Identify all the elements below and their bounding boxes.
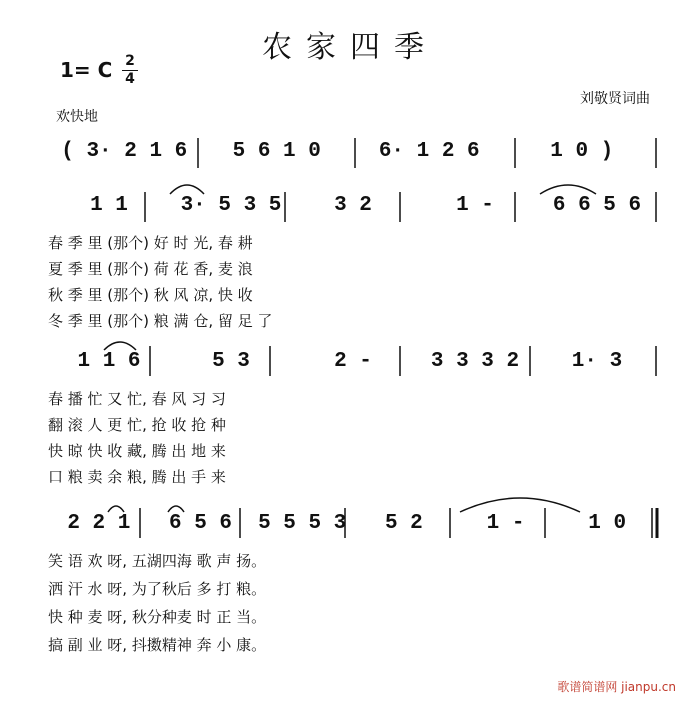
measure: 3 3 3 2 bbox=[430, 350, 520, 373]
measure: 3· 5 3 5 bbox=[180, 194, 282, 217]
lyric-line: 冬 季 里 (那个) 粮 满 仓, 留 足 了 bbox=[48, 312, 273, 330]
notation-line-2 bbox=[48, 194, 658, 217]
measure: 5 3 bbox=[212, 350, 250, 373]
lyric-line: 春 播 忙 又 忙, 春 风 习 习 bbox=[48, 390, 226, 408]
lyric-line: 快 晾 快 收 藏, 腾 出 地 来 bbox=[48, 442, 226, 460]
site-watermark: 歌谱简谱网 jianpu.cn bbox=[557, 680, 676, 694]
measure: 6 5 6 bbox=[169, 512, 233, 535]
notation-line-4 bbox=[48, 512, 658, 535]
meter-bottom: 4 bbox=[125, 71, 135, 87]
measure: 5 5 5 3 bbox=[258, 512, 347, 535]
song-title: 农家四季 bbox=[262, 30, 438, 65]
measure: 1 1 bbox=[90, 194, 128, 217]
lyric-line: 春 季 里 (那个) 好 时 光, 春 耕 bbox=[48, 234, 253, 252]
lyric-line: 秋 季 里 (那个) 秋 风 凉, 快 收 bbox=[48, 286, 253, 304]
measure: 2 2 1 bbox=[67, 512, 131, 535]
measure: 2 - bbox=[334, 350, 372, 373]
lyric-line: 夏 季 里 (那个) 荷 花 香, 麦 浪 bbox=[48, 260, 253, 278]
measure: 5 6 1 0 bbox=[232, 140, 321, 163]
measure: 1 - bbox=[486, 512, 525, 535]
measure: 1 0 ) bbox=[550, 140, 614, 163]
measure: 1 0 bbox=[588, 512, 627, 535]
lyric-line: 翻 滚 人 更 忙, 抢 收 抢 种 bbox=[48, 416, 226, 434]
measure: 1· 3 bbox=[571, 350, 623, 373]
key-signature: 1= C bbox=[60, 58, 113, 82]
notation-line-3 bbox=[48, 350, 658, 373]
measure: 1 - bbox=[456, 194, 494, 217]
lyric-line: 洒 汗 水 呀, 为了秋后 多 打 粮。 bbox=[48, 580, 267, 598]
measure: 5 2 bbox=[384, 512, 423, 535]
lyric-line: 笑 语 欢 呀, 五湖四海 歌 声 扬。 bbox=[48, 552, 267, 570]
meter-top: 2 bbox=[125, 53, 135, 69]
measure: ( 3· 2 1 6 bbox=[61, 140, 188, 163]
lyric-line: 搞 副 业 呀, 抖擞精神 奔 小 康。 bbox=[48, 636, 267, 654]
measure: 3 2 bbox=[334, 194, 372, 217]
measure: 6· 1 2 6 bbox=[378, 140, 480, 163]
tempo-marking: 欢快地 bbox=[56, 109, 98, 125]
notation-line-1 bbox=[48, 140, 658, 163]
measure: 6 6 5 6 bbox=[552, 194, 642, 217]
author-credit: 刘敬贤词曲 bbox=[580, 91, 650, 107]
lyric-line: 口 粮 卖 余 粮, 腾 出 手 来 bbox=[48, 468, 226, 486]
lyric-line: 快 种 麦 呀, 秋分种麦 时 正 当。 bbox=[48, 608, 267, 626]
measure: 1 1 6 bbox=[77, 350, 141, 373]
